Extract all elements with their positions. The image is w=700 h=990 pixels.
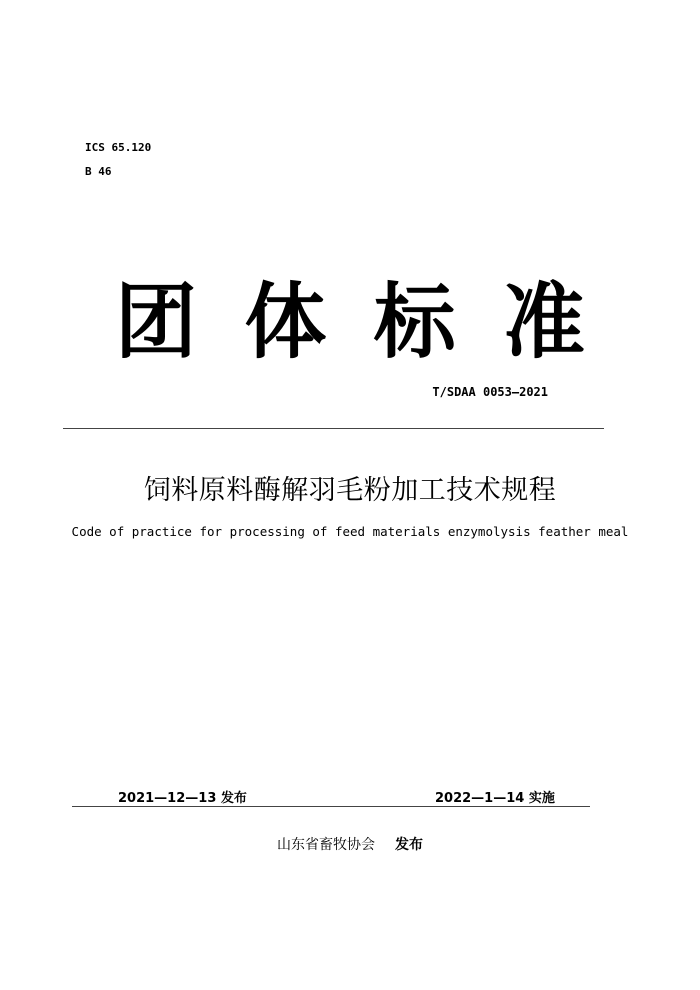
- ccs-code: B 46: [85, 165, 112, 178]
- doc-type-char: 准: [502, 274, 585, 370]
- document-type-title: [100, 272, 600, 372]
- title-english: Code of practice for processing of feed materials enzymolysis feather meal: [71, 524, 629, 539]
- doc-type-char: 体: [244, 274, 327, 370]
- ics-code: ICS 65.120: [85, 141, 152, 154]
- standard-number: T/SDAA 0053—2021: [432, 385, 548, 399]
- publisher-line: [0, 834, 700, 854]
- publisher-name: 山东省畜牧协会: [277, 837, 375, 853]
- title-chinese: 饲料原料酶解羽毛粉加工技术规程: [143, 475, 557, 506]
- doc-type-char: 标: [373, 274, 456, 370]
- doc-type-char: 团: [114, 274, 197, 370]
- top-divider: [63, 428, 604, 429]
- implement-date: 2022—1—14 实施: [435, 791, 555, 806]
- publisher-action: 发布: [395, 837, 423, 853]
- bottom-divider: [72, 806, 590, 807]
- publish-date: 2021—12—13 发布: [118, 791, 247, 806]
